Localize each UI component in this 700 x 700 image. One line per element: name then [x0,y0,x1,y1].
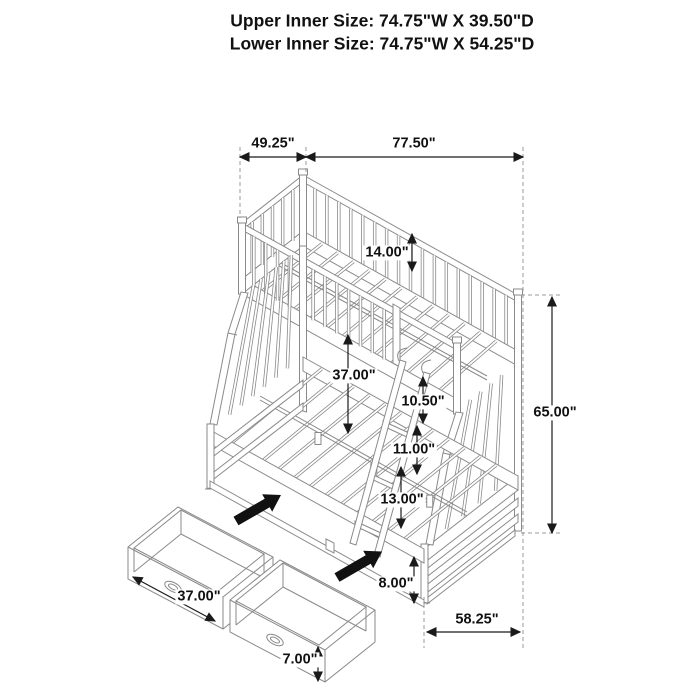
dim-label-ladder-rung-gap-2: 11.00" [392,441,436,458]
dim-label-under-bed-clearance: 8.00" [378,575,414,592]
dim-label-ladder-rung-gap-1: 10.50" [401,393,445,410]
dim-label-top-right-span: 77.50" [392,135,436,152]
dim-label-lower-bed-depth: 58.25" [455,611,499,628]
dim-label-bunk-gap-height: 37.00" [332,367,376,384]
dim-label-ladder-rung-gap-3: 13.00" [380,491,424,508]
title-upper-inner-size: Upper Inner Size: 74.75"W X 39.50"D [230,10,534,31]
title-lower-inner-size: Lower Inner Size: 74.75"W X 54.25"D [229,33,535,54]
dim-label-drawer-width: 37.00" [177,588,221,605]
dim-label-guardrail-height: 14.00" [365,244,409,261]
dim-label-overall-height: 65.00" [533,404,577,421]
dim-label-drawer-height: 7.00" [282,651,318,668]
dim-label-top-left-span: 49.25" [251,135,295,152]
